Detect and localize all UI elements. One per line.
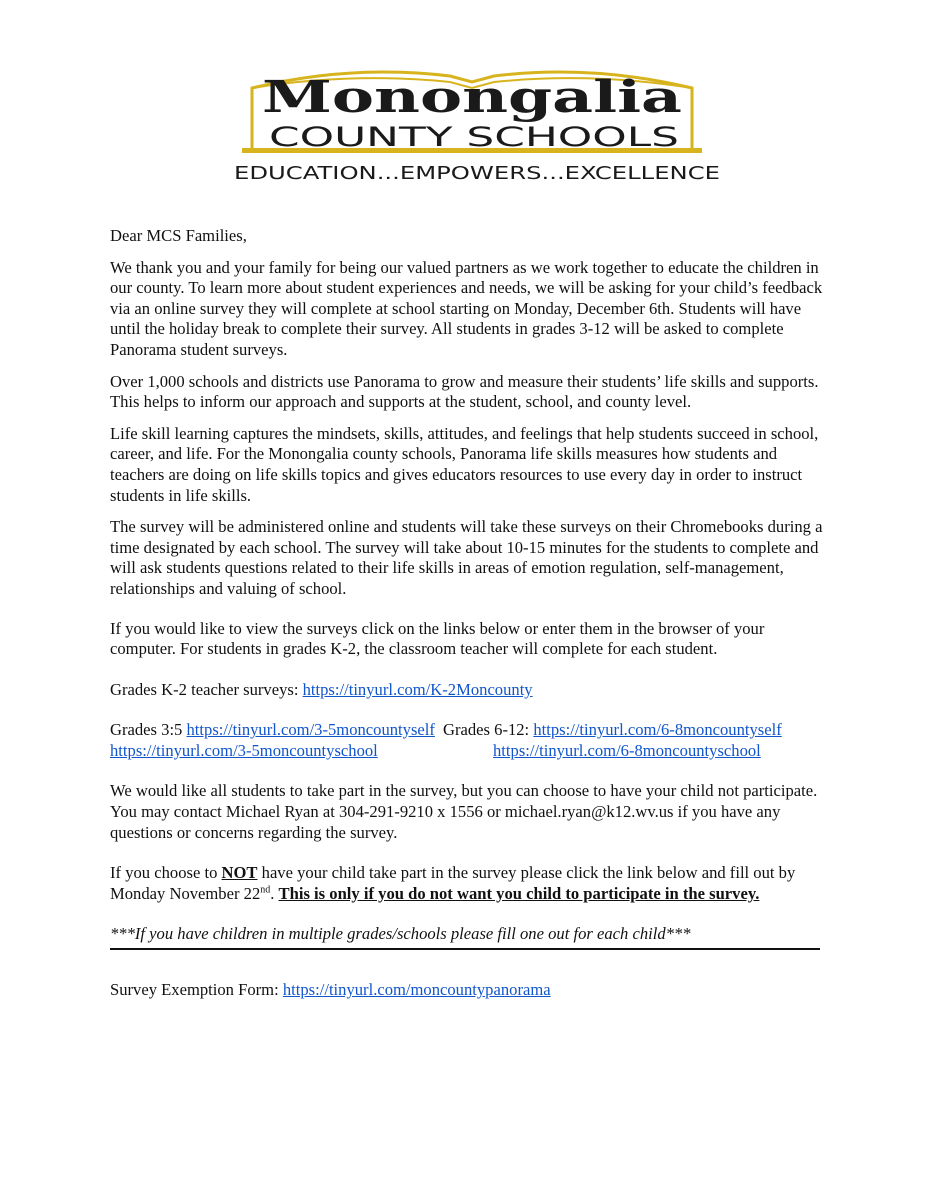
- grade-links-table: [110, 720, 830, 761]
- opt-out-text-a: If you choose to: [110, 863, 222, 883]
- opt-out-not: NOT: [221, 863, 258, 883]
- multiple-children-note: ***If you have children in multiple grades/schools please fill one out for each child***: [110, 924, 820, 950]
- exemption-form-link[interactable]: https://tinyurl.com/moncountypanorama: [282, 980, 551, 1000]
- exemption-label: Survey Exemption Form:: [110, 980, 283, 1000]
- opt-out-text-c: .: [270, 883, 279, 903]
- paragraph-panorama: Over 1,000 schools and districts use Panorama to grow and measure their students’ life skills and supports. This helps to inform our approach and supports at the student, school, and county level.: [110, 371, 819, 412]
- paragraph-intro: We thank you and your family for being our valued partners as we work together to educate the children in our county. To learn more about student experiences and needs, we will be asking for your child’s feedback via an online survey they will complete at school starting on Monday, December 6th. Students will have until the holiday break to complete their survey. All students in grades 3-12 will be asked to complete Panorama student surveys.: [110, 257, 823, 359]
- k2-label: Grades K-2 teacher surveys:: [110, 679, 303, 699]
- paragraph-contact: We would like all students to take part in the survey, but you can choose to have your child not participate. You may contact Michael Ryan at 304-291-9210 x 1556 or michael.ryan@k12.wv.us if you have any questions or concerns regarding the survey.: [110, 781, 818, 842]
- grades-6-12-school-link[interactable]: https://tinyurl.com/6-8moncountyschool: [493, 740, 761, 760]
- k2-survey-link[interactable]: https://tinyurl.com/K-2Moncounty: [302, 679, 533, 699]
- opt-out-emphasis: This is only if you do not want you child to participate in the survey.: [278, 883, 760, 903]
- letter-body: [110, 226, 830, 1001]
- logo-name-line1: Monongalia: [262, 72, 682, 123]
- greeting: Dear MCS Families,: [110, 226, 247, 245]
- k2-survey-line: [110, 680, 830, 701]
- logo-tagline: EDUCATION...EMPOWERS...EXCELLENCE: [234, 163, 720, 184]
- paragraph-view-surveys: If you would like to view the surveys click on the links below or enter them in the browser of your computer. For students in grades K-2, the classroom teacher will complete for each student.: [110, 618, 765, 659]
- grades-3-5-school-link[interactable]: https://tinyurl.com/3-5moncountyschool: [110, 740, 378, 760]
- grades-3-5-self-link[interactable]: https://tinyurl.com/3-5moncountyself: [186, 720, 435, 740]
- grades-6-12-column: [443, 720, 782, 761]
- grades-3-5-column: [110, 720, 443, 761]
- paragraph-life-skills: Life skill learning captures the mindsets, skills, attitudes, and feelings that help students succeed in school, career, and life. For the Monongalia county schools, Panorama life skills measures how students and teachers are doing on life skills topics and gives educators resources to use every day in order to instruct students in life skills.: [110, 423, 819, 505]
- opt-out-text-b: have your child take part in the survey please click the link below and fill out by Monday November 22: [110, 863, 796, 903]
- paragraph-opt-out: [110, 863, 830, 904]
- grades-6-12-self-link[interactable]: https://tinyurl.com/6-8moncountyself: [533, 720, 782, 740]
- logo-name-line2: COUNTY SCHOOLS: [269, 122, 679, 153]
- opt-out-sup: nd: [260, 884, 271, 896]
- monongalia-county-schools-logo: [222, 60, 722, 185]
- grades-6-12-label: Grades 6-12:: [443, 720, 534, 740]
- grades-3-5-label: Grades 3:5: [110, 720, 187, 740]
- exemption-form-line: [110, 980, 830, 1001]
- paragraph-administration: The survey will be administered online and students will take these surveys on their Chromebooks during a time designated by each school. The survey will take about 10-15 minutes for the students to complete and will ask students questions related to their life skills in areas of emotion regulation, self-management, relationships and valuing of school.: [110, 517, 823, 598]
